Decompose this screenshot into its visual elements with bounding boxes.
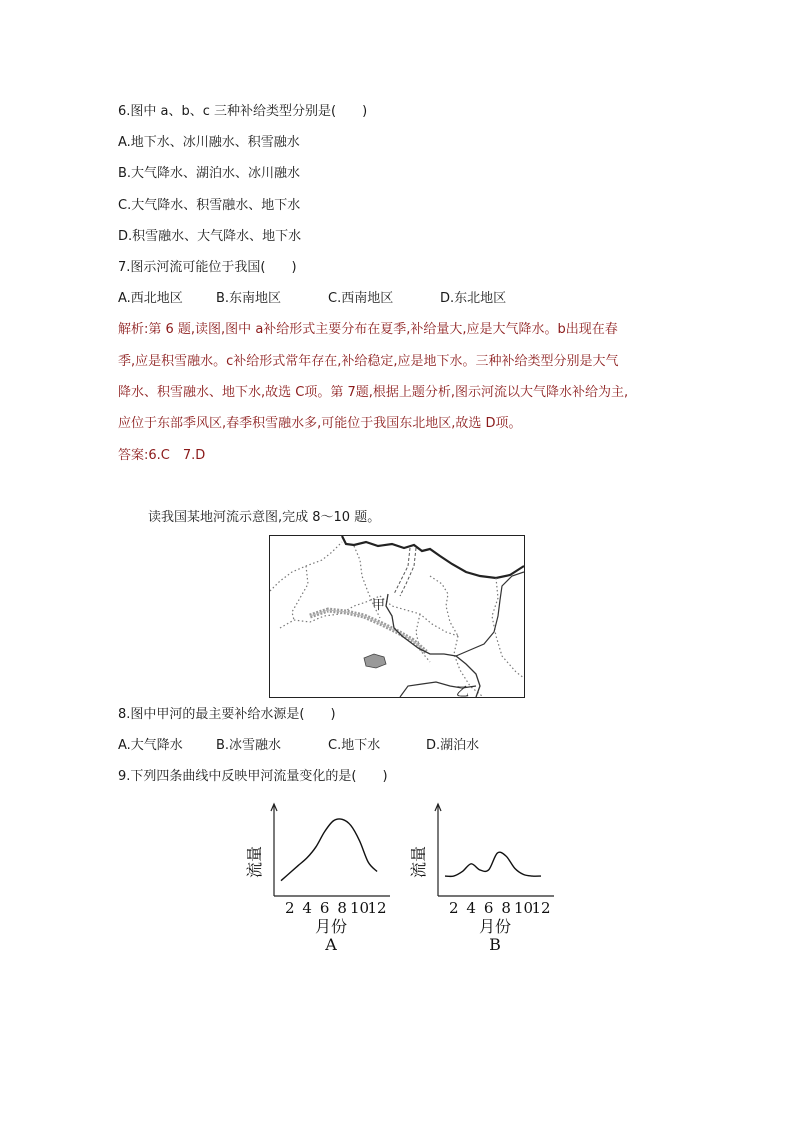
analysis-line-2: 季,应是积雪融水。c补给形式常年存在,补给稳定,应是地下水。三种补给类型分别是大气 [118,354,619,369]
x-tick-label: 6 [319,899,330,917]
analysis-line-4: 应位于东部季风区,春季积雪融水多,可能位于我国东北地区,故选 D项。 [118,416,522,431]
river-map-drawing [270,536,524,697]
y-axis-label: 流量 [245,845,264,879]
answer: 答案:6.C 7.D [118,448,206,463]
map-label-yi: 乙 [456,685,470,697]
analysis-line-1: 解析:第 6 题,读图,图中 a补给形式主要分布在夏季,补给量大,应是大气降水。b出现在春 [118,322,618,337]
q9-stem: 9.下列四条曲线中反映甲河流量变化的是( ) [118,769,388,784]
q7-option-b: B.东南地区 [216,291,282,306]
flow-curve [445,852,541,876]
x-tick-label: 2 [448,899,459,917]
x-tick-label: 4 [466,899,476,917]
q8-option-b: B.冰雪融水 [216,738,282,753]
q8-stem: 8.图中甲河的最主要补给水源是( ) [118,707,336,722]
x-tick-label: 10 [350,899,370,917]
q6-option-d: D.积雪融水、大气降水、地下水 [118,229,302,244]
x-tick-label: 12 [531,899,551,917]
q7-option-c: C.西南地区 [328,291,394,306]
x-tick-label: 10 [514,899,534,917]
q7-stem: 7.图示河流可能位于我国( ) [118,260,297,275]
analysis-line-3: 降水、积雪融水、地下水,故选 C项。第 7题,根据上题分析,图示河流以大气降水补给为主, [118,385,629,400]
q7-option-a: A.西北地区 [118,291,183,306]
q8-options [118,737,479,755]
chart-title: B [489,935,501,954]
q6-stem: 6.图中 a、b、c 三种补给类型分别是( ) [118,104,368,119]
q7-option-d: D.东北地区 [440,291,507,306]
x-axis-label: 月份 [478,917,512,936]
x-tick-label: 12 [367,899,387,917]
map-label-jia: 甲 [372,598,386,613]
q8-option-a: A.大气降水 [118,738,183,753]
chart-title: A [325,935,337,954]
y-axis-label: 流量 [409,845,428,879]
intro-text: 读我国某地河流示意图,完成 8～10 题。 [148,510,381,525]
x-tick-label: 8 [337,899,347,917]
flow-chart-a [236,796,396,956]
x-axis-label: 月份 [314,917,348,936]
flow-chart-b [400,796,560,956]
x-tick-label: 6 [483,899,494,917]
q7-options [118,290,506,308]
q6-option-c: C.大气降水、积雪融水、地下水 [118,198,301,213]
flow-curve [281,819,377,881]
q8-option-c: C.地下水 [328,738,381,753]
x-tick-label: 2 [284,899,295,917]
q6-option-a: A.地下水、冰川融水、积雪融水 [118,135,300,150]
river-map [269,535,525,698]
x-tick-label: 8 [501,899,511,917]
q6-option-b: B.大气降水、湖泊水、冰川融水 [118,166,301,181]
q8-option-d: D.湖泊水 [426,738,480,753]
x-tick-label: 4 [302,899,312,917]
